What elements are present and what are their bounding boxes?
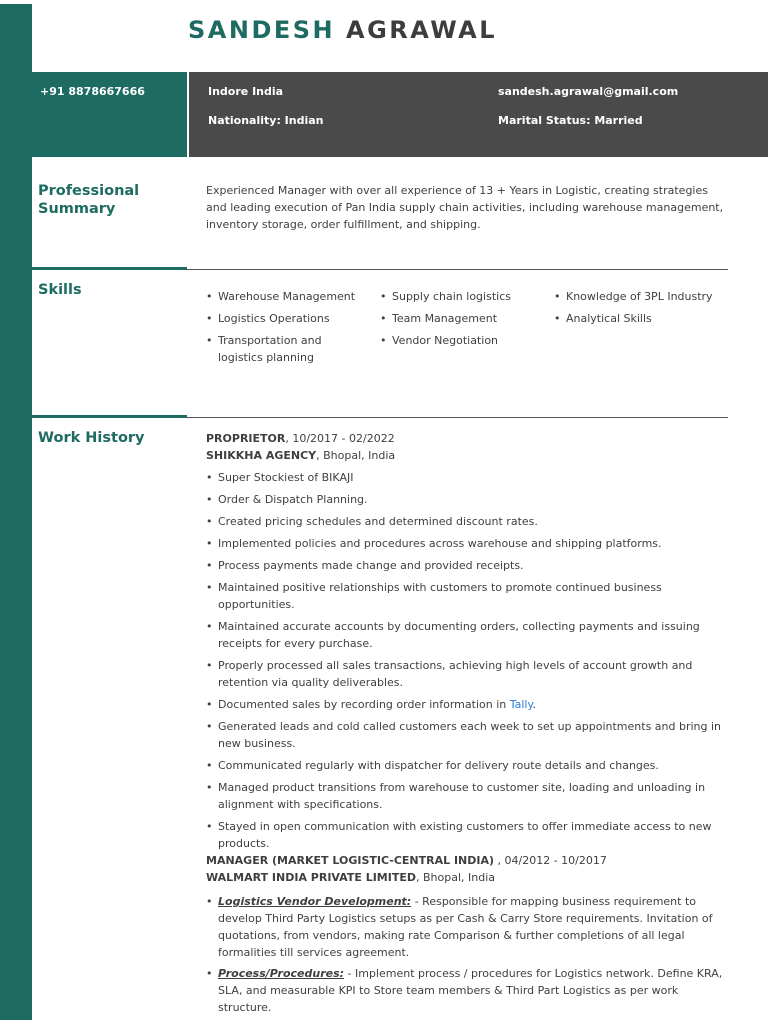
skills-divider (187, 269, 728, 270)
list-item: • Managed product transitions from warehouse to customer site, loading and unloading in alignment with specifications. (206, 779, 728, 813)
candidate-name (188, 16, 497, 44)
nationality: Nationality: Indian (208, 114, 324, 127)
job2-company-line (206, 869, 728, 886)
skill-item: • Team Management (380, 310, 540, 327)
job2-company: WALMART INDIA PRIVATE LIMITED (206, 871, 416, 884)
list-item: • Process payments made change and provided receipts. (206, 557, 728, 574)
skills-column-2 (380, 288, 540, 354)
logistics-vendor-text: - Responsible for mapping business requirement to develop Third Party Logistics setups as per Cash & Carry Store requirements. Invitation of quotations, from vendors, making rate Comparison & further completions of all legal formalities till services agreement. (218, 895, 713, 959)
skills-column-1 (206, 288, 368, 371)
tally-link[interactable]: Tally (509, 698, 533, 711)
skill-item: • Supply chain logistics (380, 288, 540, 305)
email-link[interactable]: sandesh.agrawal@gmail.com (498, 85, 679, 98)
job2-title: MANAGER (MARKET LOGISTIC-CENTRAL INDIA) (206, 854, 495, 867)
phone-number: +91 8878667666 (40, 85, 145, 98)
job1-location: , Bhopal, India (316, 449, 396, 462)
job1-bullets (206, 469, 728, 852)
tally-prefix: Documented sales by recording order information in (218, 698, 510, 711)
list-item: • Implemented policies and procedures across warehouse and shipping platforms. (206, 535, 728, 552)
list-item: • Order & Dispatch Planning. (206, 491, 728, 508)
job2-title-line (206, 852, 728, 869)
summary-heading (38, 182, 139, 218)
job1-dates: , 10/2017 - 02/2022 (285, 432, 395, 445)
skill-item: • Logistics Operations (206, 310, 368, 327)
skill-item: • Knowledge of 3PL Industry (554, 288, 728, 305)
process-procedures-label: Process/Procedures: (218, 967, 345, 980)
work-history-section (206, 430, 728, 1020)
location: Indore India (208, 85, 284, 98)
last-name: AGRAWAL (346, 16, 498, 44)
job1-title: PROPRIETOR (206, 432, 286, 445)
list-item: • Properly processed all sales transactions, achieving high levels of account growth and retention via quality deliverables. (206, 657, 728, 691)
list-item: • Generated leads and cold called customers each week to set up appointments and bring in new business. (206, 718, 728, 752)
skills-column-3 (554, 288, 728, 332)
skill-item: • Transportation and logistics planning (206, 332, 368, 366)
list-item: • Communicated regularly with dispatcher for delivery route details and changes. (206, 757, 728, 774)
summary-heading-line1: Professional (38, 183, 140, 199)
list-item: • Super Stockiest of BIKAJI (206, 469, 728, 486)
job2-location: , Bhopal, India (415, 871, 495, 884)
skill-item: • Warehouse Management (206, 288, 368, 305)
first-name: SANDESH (188, 16, 336, 44)
logistics-vendor-label: Logistics Vendor Development: (218, 895, 412, 908)
list-item-tally (206, 696, 728, 713)
job1-company-line (206, 447, 728, 464)
left-accent-bar (0, 4, 32, 1020)
list-item: • Maintained accurate accounts by documenting orders, collecting payments and issuing receipts for every purchase. (206, 618, 728, 652)
list-item (206, 893, 728, 961)
skill-item: • Analytical Skills (554, 310, 728, 327)
summary-text: Experienced Manager with over all experience of 13 + Years in Logistic, creating strategies and leading execution of Pan India supply chain activities, including warehouse management, inventory storage, order fulfillment, and shipping. (206, 184, 724, 231)
skill-item: • Vendor Negotiation (380, 332, 540, 349)
summary-heading-line2: Summary (38, 201, 116, 217)
list-item: • Created pricing schedules and determined discount rates. (206, 513, 728, 530)
job1-company: SHIKKHA AGENCY (206, 449, 317, 462)
list-item: • Maintained positive relationships with customers to promote continued business opportunities. (206, 579, 728, 613)
job2-bullets (206, 893, 728, 1016)
process-procedures-text: - Implement process / procedures for Logistics network. Define KRA, SLA, and measurable KPI to Store team members & Third Part Logistics as per work structure. (218, 967, 723, 1014)
skills-divider-accent (32, 267, 187, 270)
work-divider (187, 417, 728, 418)
work-history-heading: Work History (38, 430, 145, 446)
skills-heading: Skills (38, 282, 82, 298)
list-item: • Stayed in open communication with existing customers to offer immediate access to new products. (206, 818, 728, 852)
marital-status: Marital Status: Married (498, 114, 643, 127)
work-divider-accent (32, 415, 187, 418)
job1-title-line (206, 430, 728, 447)
list-item (206, 965, 728, 1016)
job2-dates: , 04/2012 - 10/2017 (494, 854, 607, 867)
tally-suffix: . (532, 698, 536, 711)
